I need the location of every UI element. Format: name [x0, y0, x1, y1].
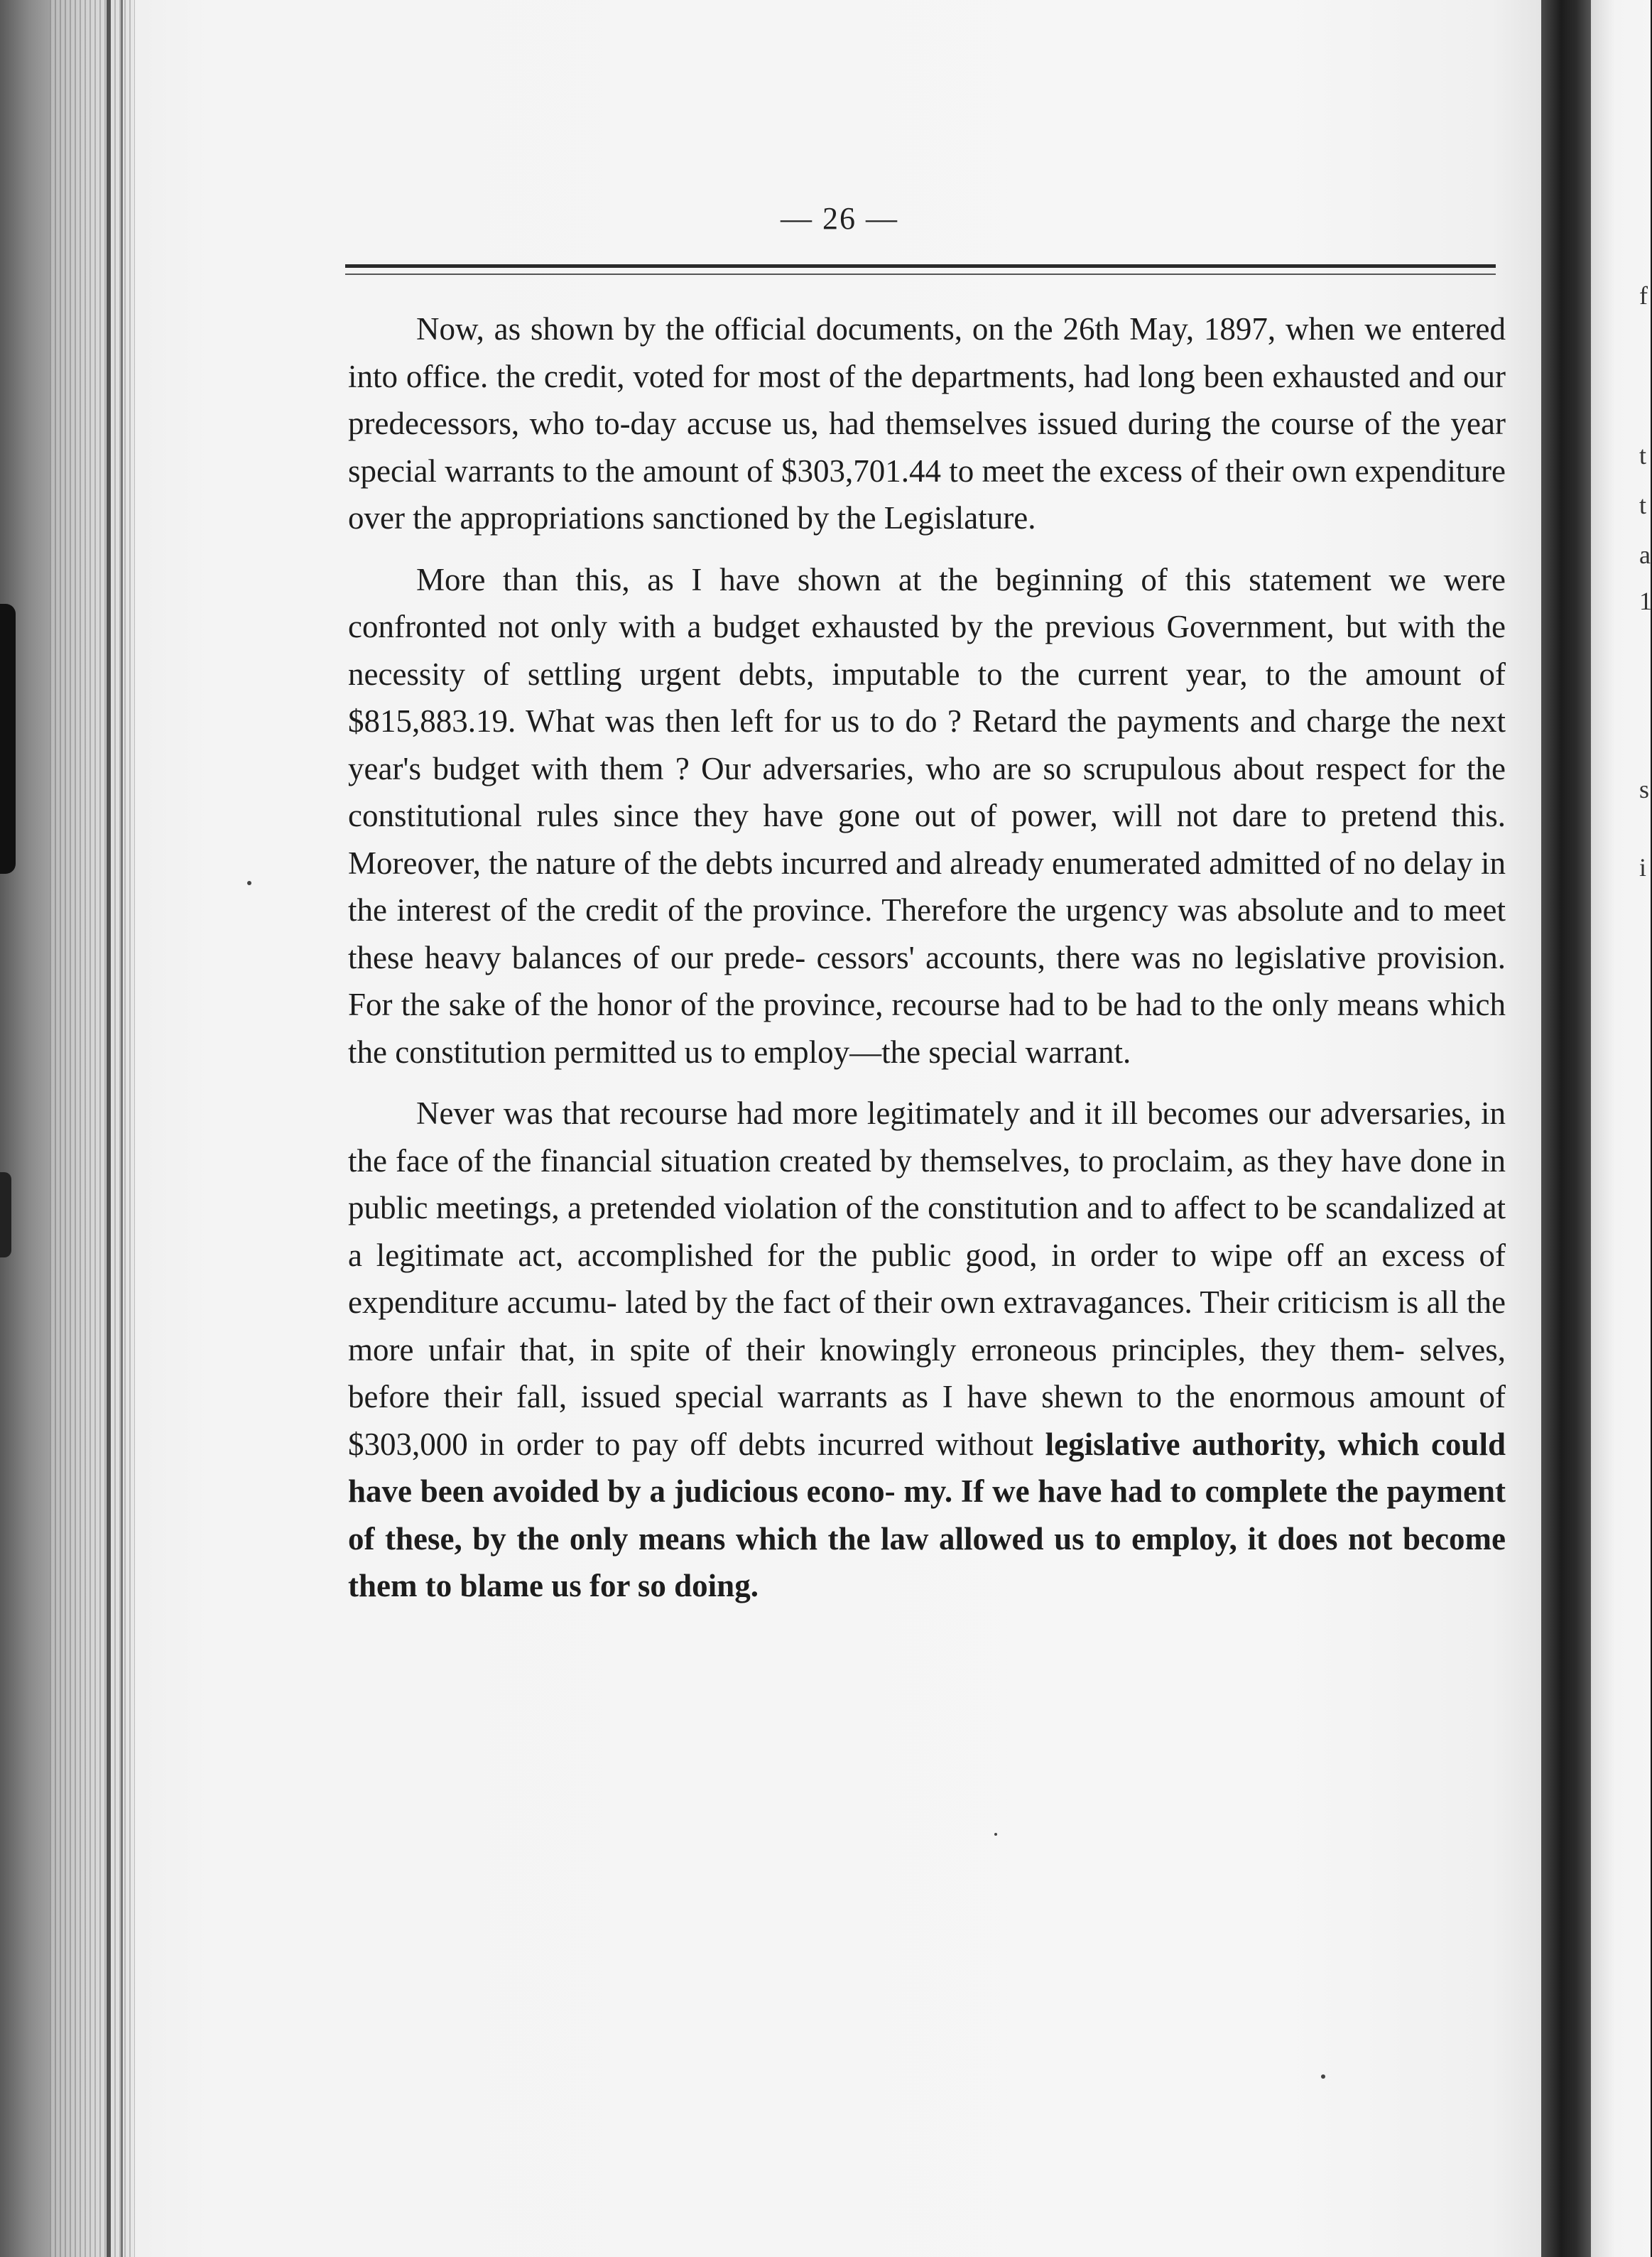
text-line: unfair that, in spite of their knowingly erroneous principles, they them- — [428, 1331, 1420, 1368]
text-line: my. If we have had to complete the payment of these, by the only means — [348, 1473, 1506, 1557]
text-line: amount of $303,701.44 to meet the excess of their own expenditure over — [348, 453, 1506, 536]
text-line: rules since they have gone out of power, will not dare to pretend this. — [536, 798, 1506, 833]
paragraph-3 — [348, 1090, 1506, 1610]
text-line: Moreover, the nature of the debts incurred and already enumerated — [348, 845, 1210, 881]
paragraph-1 — [348, 305, 1506, 542]
page-edge-line-secondary — [121, 0, 123, 2257]
text-line: themselves issued during the course of the year special warrants to the — [348, 406, 1506, 489]
text-line: for so doing. — [589, 1568, 759, 1603]
page-number-text: — 26 — — [781, 201, 898, 236]
text-line: had long been exhausted and our predecessors, who to-day accuse us, had — [348, 358, 1506, 441]
text-line: cessors' accounts, there was no legislative provision. For the sake of the — [348, 939, 1506, 1022]
facing-page-fragment: 1 — [1639, 587, 1652, 615]
text-line: the urgency was absolute and to meet these heavy balances of our prede- — [348, 892, 1506, 975]
text-line: enormous amount of $303,000 in order to pay off debts incurred without — [348, 1379, 1506, 1462]
text-line: Our adversaries, who are so scrupulous about respect for the constitutional — [348, 750, 1506, 833]
facing-page-edge — [1591, 0, 1651, 2257]
header-rule-thin — [345, 274, 1496, 275]
text-line: More than this, as I have shown at the beginning of this statement — [416, 561, 1389, 597]
book-binding — [0, 0, 50, 2257]
facing-page-fragment: i — [1639, 853, 1647, 882]
text-line: when we entered into office. the credit, voted for most of the departments, — [348, 311, 1506, 394]
text-line: the current year, to the amount of $815,883.19. What was then left for us — [348, 656, 1506, 739]
body-text — [348, 305, 1506, 1624]
page-edge-line — [107, 0, 111, 2257]
text-line: we were confronted not only with a budget exhausted by the previous — [348, 561, 1506, 644]
text-line: which the law allowed us to employ, it does not become them to blame us — [348, 1520, 1506, 1603]
facing-page-fragment: t — [1639, 441, 1647, 470]
facing-page-fragment: t — [1639, 491, 1647, 519]
text-line: the appropriations sanctioned by the Legislature. — [413, 500, 1036, 536]
text-line: to do ? Retard the payments and charge the next year's budget with them ? — [348, 703, 1506, 786]
ink-speck — [1321, 2074, 1325, 2079]
ink-speck — [247, 881, 251, 885]
paragraph-2 — [348, 556, 1506, 1076]
binding-shadow — [0, 604, 16, 874]
text-line: constitution permitted us to employ—the special warrant. — [395, 1034, 1131, 1070]
text-line: Never was that recourse had more legitimately and it ill becomes our — [416, 1095, 1320, 1131]
facing-page-fragment: s — [1639, 775, 1650, 803]
page-number — [0, 200, 1651, 237]
text-line: constitution and to affect to be scandalized at a legitimate act, accomplished — [348, 1190, 1506, 1273]
text-line: for the public good, in order to wipe off an excess of expenditure accumu- — [348, 1237, 1506, 1320]
text-line: honor of the province, recourse had to be had to the only means which the — [348, 987, 1506, 1070]
header-rule-thick — [345, 264, 1496, 268]
text-line: admitted of no delay in the interest of the credit of the province. Therefore — [348, 845, 1506, 928]
facing-page-fragment: f — [1639, 281, 1648, 310]
text-line: selves, before their fall, issued special warrants as I have shewn to the — [348, 1331, 1506, 1414]
book-gutter — [1541, 0, 1591, 2257]
binding-shadow-small — [0, 1172, 11, 1257]
facing-page-fragment: a — [1639, 541, 1651, 569]
text-line: proclaim, as they have done in public meetings, a pretended violation of the — [348, 1142, 1506, 1225]
text-line: legislative authority, which could have been avoided by a judicious econo- — [348, 1426, 1506, 1509]
text-line: adversaries, in the face of the financial situation created by themselves, to — [348, 1095, 1506, 1179]
ink-speck — [994, 1833, 997, 1836]
text-line: lated by the fact of their own extravagances. Their criticism is all the more — [348, 1284, 1506, 1368]
text-line: Government, but with the necessity of settling urgent debts, imputable to — [348, 609, 1506, 692]
text-line: Now, as shown by the official documents, on the 26th May, 1897, — [416, 311, 1286, 347]
